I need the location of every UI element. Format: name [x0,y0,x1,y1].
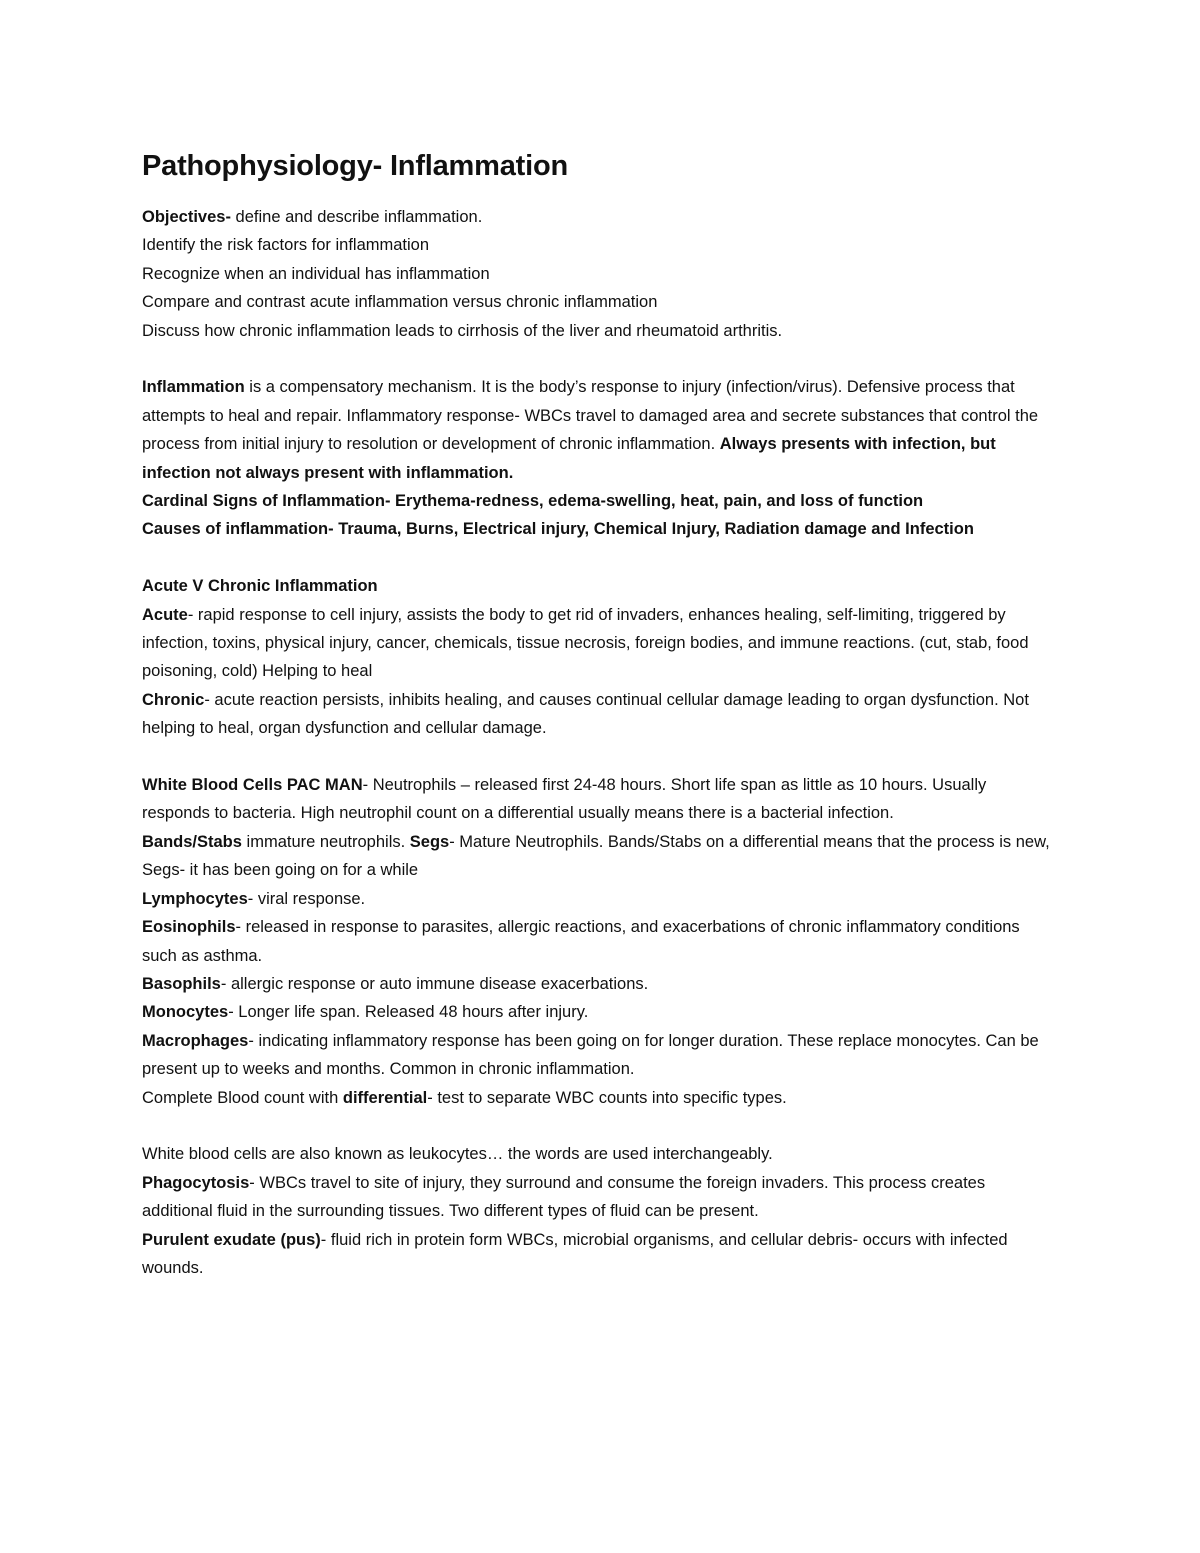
acute-chronic-heading-text: Acute V Chronic Inflammation [142,577,378,596]
objectives-paragraph [142,203,1057,231]
pus-paragraph [142,1226,1057,1283]
bands-text: immature neutrophils. [241,832,410,851]
acute-label: Acute [142,605,188,624]
lymphocytes-paragraph [142,885,1057,913]
chronic-label: Chronic [142,690,205,709]
document-body [142,203,1057,1282]
lymphocytes-text: - viral response. [247,889,366,908]
leukocytes-intro: White blood cells are also known as leukocytes… the words are used interchangeably. [142,1145,773,1164]
cbc-label: differential [342,1088,428,1107]
monocytes-paragraph [142,998,1057,1026]
cardinal-signs-text: Cardinal Signs of Inflammation- Erythema-redness, edema-swelling, heat, pain, and loss of function [142,492,924,511]
acute-chronic-heading [142,572,1057,600]
basophils-label: Basophils [142,974,221,993]
objectives-line1: define and describe inflammation. [230,208,483,226]
eosinophils-text: - released in response to parasites, allergic reactions, and exacerbations of chronic inflammatory conditions such as asthma. [142,918,1020,965]
inflammation-text: is a compensatory mechanism. It is the body’s response to injury (infection/virus). Defensive process that attempts to heal and repair. Inflammatory response- WBCs travel to damaged area and secrete substances that control the process from initial injury to resolution or development of chronic inflammation. [142,378,1039,454]
phagocytosis-text: - WBCs travel to site of injury, they surround and consume the foreign invaders. This process creates additional fluid in the surrounding tissues. Two different types of fluid can be present. [142,1173,986,1221]
eosinophils-paragraph [142,913,1057,970]
bands-label: Bands/Stabs [142,832,242,851]
monocytes-label: Monocytes [142,1003,229,1022]
bands-segs-paragraph [142,828,1057,885]
wbc-paragraph [142,771,1057,828]
segs-text: - Mature Neutrophils. Bands/Stabs on a differential means that the process is new, Segs- it has been going on for a while [142,832,1050,880]
objective-item: Identify the risk factors for inflammation [142,236,430,255]
wbc-text: - Neutrophils – released first 24-48 hours. Short life span as little as 10 hours. Usually responds to bacteria. High neutrophil count on a differential usually means there is a bacterial infection. [142,776,987,823]
acute-paragraph [142,601,1057,686]
causes-of-inflammation [142,515,1057,543]
phagocytosis-label: Phagocytosis [142,1173,250,1192]
paragraph-gap [142,544,1057,572]
macrophages-paragraph [142,1027,1057,1084]
cbc-text: - test to separate WBC counts into specific types. [427,1088,787,1107]
phagocytosis-paragraph [142,1169,1057,1226]
causes-text: Causes of inflammation- Trauma, Burns, Electrical injury, Chemical Injury, Radiation damage and Infection [142,520,974,539]
eosinophils-label: Eosinophils [142,918,236,937]
inflammation-paragraph [142,373,1057,487]
acute-text: - rapid response to cell injury, assists the body to get rid of invaders, enhances healing, self-limiting, triggered by infection, toxins, physical injury, cancer, chemicals, tissue necrosis, foreign bodies, and immune reactions. (cut, stab, food poisoning, cold) Helping to heal [142,605,1029,681]
inflammation-bold-tail: Always presents with infection, but infection not always present with inflammation. [142,435,996,482]
objective-item: Discuss how chronic inflammation leads to cirrhosis of the liver and rheumatoid arthritis. [142,321,783,340]
objective-item: Compare and contrast acute inflammation versus chronic inflammation [142,293,658,312]
macrophages-text: - indicating inflammatory response has been going on for longer duration. These replace monocytes. Can be present up to weeks and months. Common in chronic inflammation. [142,1031,1039,1079]
chronic-text: - acute reaction persists, inhibits healing, and causes continual cellular damage leading to organ dysfunction. Not helping to heal, organ dysfunction and cellular damage. [142,690,1029,738]
paragraph-gap [142,743,1057,771]
page-title: Pathophysiology- Inflammation [142,150,568,182]
inflammation-label: Inflammation [142,378,245,397]
cbc-pre: Complete Blood count with [142,1088,343,1107]
cardinal-signs [142,487,1057,515]
paragraph-gap [142,1112,1057,1140]
basophils-text: - allergic response or auto immune disease exacerbations. [220,974,649,993]
macrophages-label: Macrophages [142,1031,249,1050]
cbc-paragraph [142,1084,1057,1112]
lymphocytes-label: Lymphocytes [142,889,248,908]
segs-label: Segs [409,832,450,851]
chronic-paragraph [142,686,1057,743]
basophils-paragraph [142,970,1057,998]
pus-label: Purulent exudate (pus) [142,1230,321,1249]
objective-item: Recognize when an individual has inflammation [142,264,490,283]
pus-text: - fluid rich in protein form WBCs, microbial organisms, and cellular debris- occurs with infected wounds. [142,1230,1008,1277]
wbc-label: White Blood Cells PAC MAN [142,776,363,795]
objectives-label: Objectives- [142,208,231,226]
monocytes-text: - Longer life span. Released 48 hours after injury. [228,1003,589,1022]
paragraph-gap [142,345,1057,373]
